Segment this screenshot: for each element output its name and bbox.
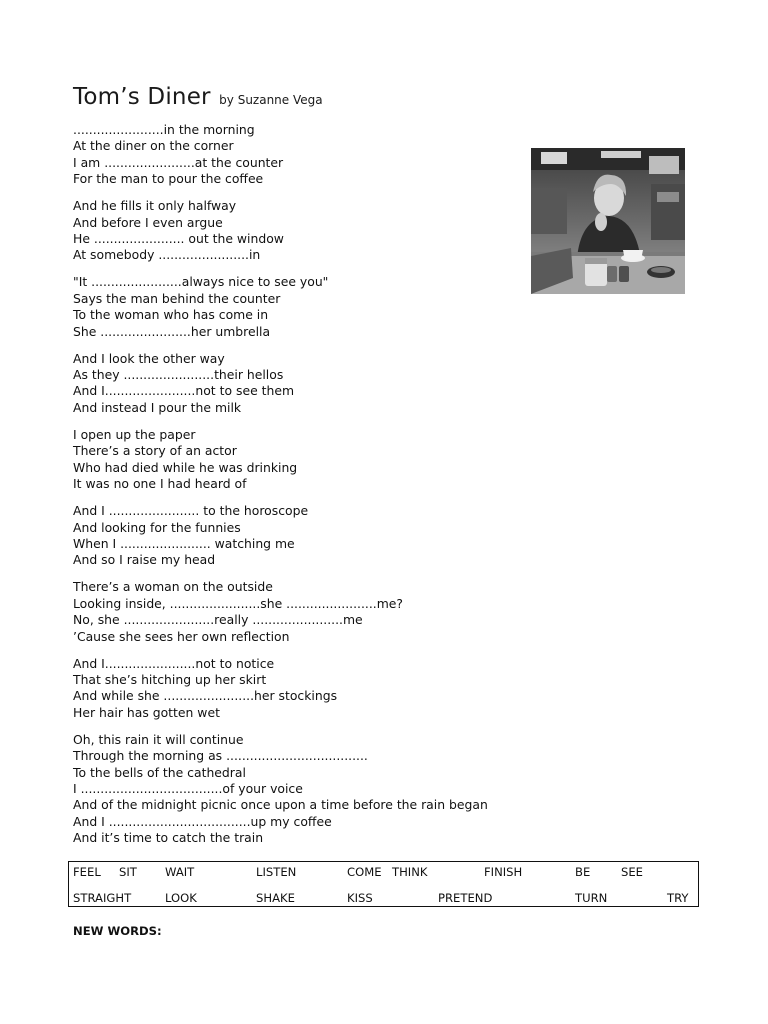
lyric-line: It was no one I had heard of xyxy=(73,476,247,492)
new-words-label: NEW WORDS: xyxy=(73,924,162,938)
lyric-line: And I ....................................up my coffee xyxy=(73,813,332,829)
lyric-line: And of the midnight picnic once upon a time before the rain began xyxy=(73,797,488,813)
word-bank-word: SIT xyxy=(119,865,137,879)
lyric-line: When I ....................... watching me xyxy=(73,535,295,551)
lyric-line: Looking inside, .......................she .......................me? xyxy=(73,595,403,611)
lyrics-stanza xyxy=(73,427,513,493)
lyric-line: I open up the paper xyxy=(73,426,196,442)
lyrics-stanza xyxy=(73,656,513,722)
lyric-line: To the woman who has come in xyxy=(73,307,269,323)
lyric-line: Who had died while he was drinking xyxy=(73,459,298,475)
lyric-line: And so I raise my head xyxy=(73,552,216,568)
word-bank-box xyxy=(68,861,699,907)
diner-photo xyxy=(531,148,685,294)
lyric-line: And instead I pour the milk xyxy=(73,399,242,415)
lyrics-stanza xyxy=(73,122,513,188)
lyric-line: There’s a story of an actor xyxy=(73,443,237,459)
lyric-line: Says the man behind the counter xyxy=(73,290,281,306)
lyric-line: And he fills it only halfway xyxy=(73,198,237,214)
lyric-line: There’s a woman on the outside xyxy=(73,579,273,595)
lyric-line: She .......................her umbrella xyxy=(73,323,271,339)
word-bank-word: BE xyxy=(575,865,591,879)
lyric-line: No, she .......................really .......................me xyxy=(73,612,363,628)
lyric-line: And I ....................... to the horoscope xyxy=(73,503,309,519)
word-bank-word: FEEL xyxy=(73,865,101,879)
lyric-line: And while she .......................her stockings xyxy=(73,688,338,704)
lyrics-stanza xyxy=(73,351,513,417)
lyrics-stanza xyxy=(73,274,513,340)
lyric-line: And I look the other way xyxy=(73,350,225,366)
lyric-line: And I.......................not to notice xyxy=(73,655,275,671)
lyric-line: And looking for the funnies xyxy=(73,519,241,535)
song-title: Tom’s Diner xyxy=(73,84,211,110)
lyrics-stanza xyxy=(73,579,513,645)
lyric-line: Her hair has gotten wet xyxy=(73,704,220,720)
word-bank-word: WAIT xyxy=(165,865,195,879)
song-title-block xyxy=(73,84,323,110)
lyric-line: As they .......................their hellos xyxy=(73,367,284,383)
lyric-line: I ....................................of your voice xyxy=(73,780,303,796)
lyrics-stanza xyxy=(73,503,513,569)
lyric-line: And I.......................not to see them xyxy=(73,383,295,399)
lyric-line: Through the morning as .................................... xyxy=(73,748,368,764)
lyric-line: And before I even argue xyxy=(73,214,223,230)
word-bank-word: COME xyxy=(347,865,382,879)
lyric-line: That she’s hitching up her skirt xyxy=(73,671,267,687)
word-bank-word: LOOK xyxy=(165,891,197,905)
song-artist: by Suzanne Vega xyxy=(219,93,323,107)
word-bank-word: SEE xyxy=(621,865,644,879)
word-bank-word: TURN xyxy=(575,891,608,905)
word-bank-word: KISS xyxy=(347,891,373,905)
word-bank-word: STRAIGHT xyxy=(73,891,132,905)
lyric-line: At somebody .......................in xyxy=(73,247,261,263)
word-bank-word: THINK xyxy=(392,865,428,879)
lyric-line: I am .......................at the counter xyxy=(73,154,284,170)
lyric-line: For the man to pour the coffee xyxy=(73,171,264,187)
word-bank-word: LISTEN xyxy=(256,865,297,879)
lyric-line: At the diner on the corner xyxy=(73,138,234,154)
lyric-line: Oh, this rain it will continue xyxy=(73,731,244,747)
lyric-line: "It .......................always nice to see you" xyxy=(73,274,329,290)
lyrics-stanza xyxy=(73,732,513,847)
word-bank-word: TRY xyxy=(667,891,689,905)
word-bank-word: SHAKE xyxy=(256,891,295,905)
lyrics-block xyxy=(73,122,513,857)
lyric-line: .......................in the morning xyxy=(73,122,255,137)
lyric-line: To the bells of the cathedral xyxy=(73,764,246,780)
lyric-line: And it’s time to catch the train xyxy=(73,830,264,846)
lyrics-stanza xyxy=(73,198,513,264)
lyric-line: He ....................... out the window xyxy=(73,231,284,247)
lyric-line: ’Cause she sees her own reflection xyxy=(73,628,290,644)
word-bank-word: FINISH xyxy=(484,865,523,879)
word-bank-word: PRETEND xyxy=(438,891,493,905)
